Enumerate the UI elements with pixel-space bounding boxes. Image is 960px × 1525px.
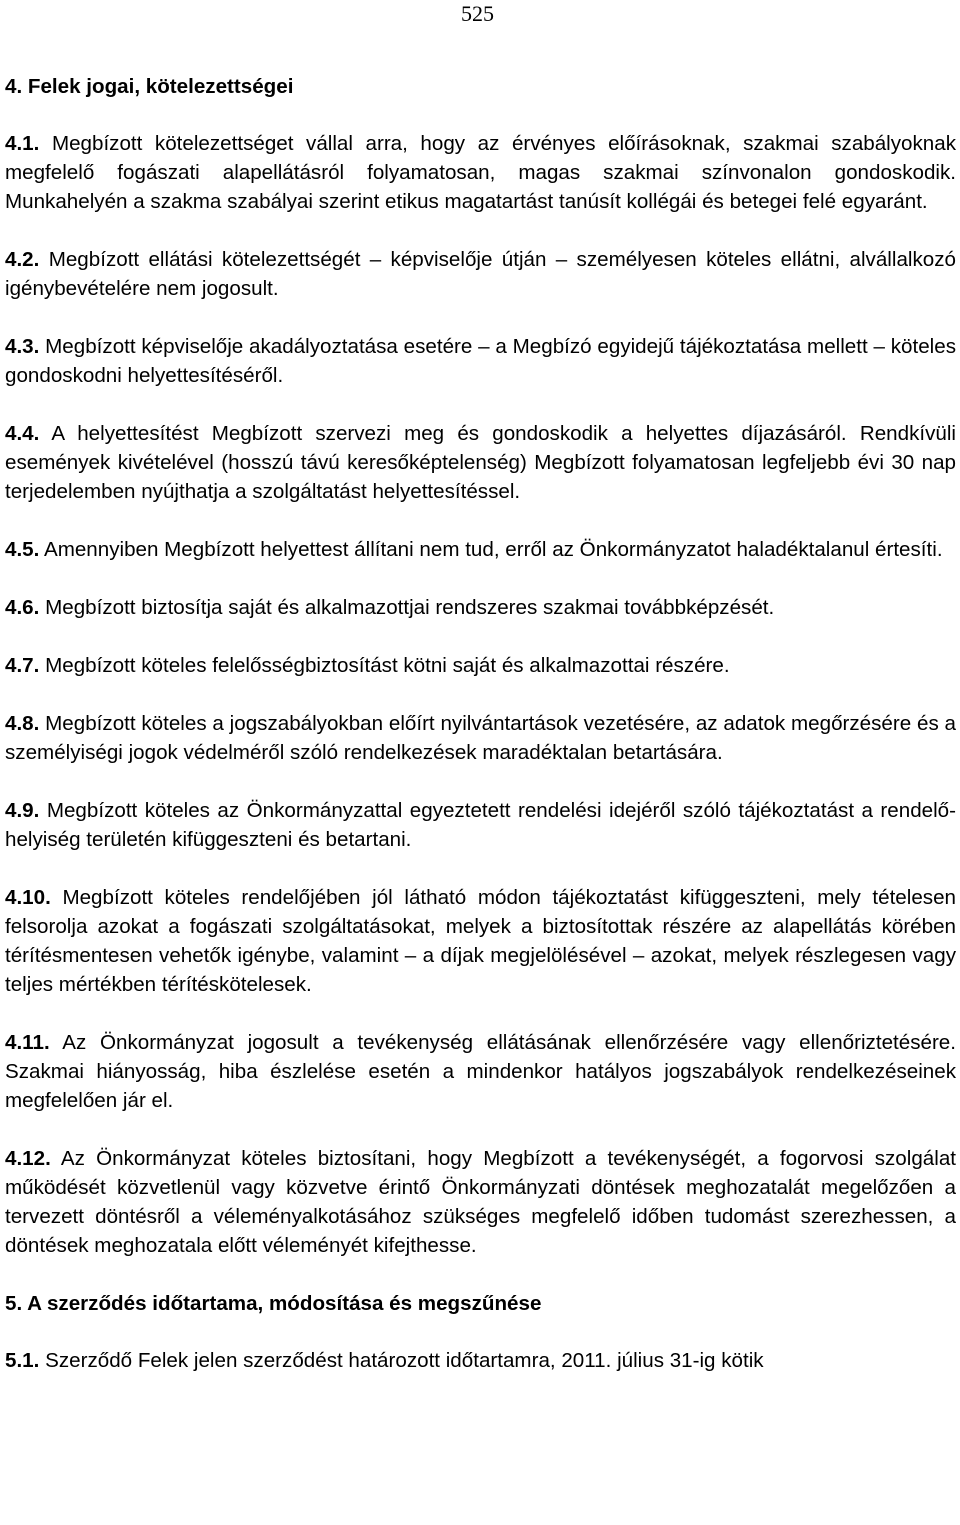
clause-number: 4.3.	[5, 335, 40, 358]
clause-text: Szerződő Felek jelen szerződést határozott időtartamra, 2011. július 31-ig kötik	[45, 1349, 764, 1372]
clause-text: Megbízott ellátási kötelezettségét – képviselője útján – személyesen köteles ellátni, alvállalkozó igénybevételére nem jogosult.	[5, 248, 956, 300]
clause-number: 4.9.	[5, 799, 40, 822]
clause-4-7	[5, 651, 956, 680]
clause-text: Megbízott kötelezettséget vállal arra, hogy az érvényes előírásoknak, szakmai szabályoknak megfelelő fogászati alapellátásról folyamatosan, magas szakmai színvonalon gondoskodik. Munkahelyén a szakma szabályai szerint etikus magatartást tanúsít kollégái és betegei felé egyaránt.	[5, 132, 957, 213]
clause-text: Az Önkormányzat köteles biztosítani, hogy Megbízott a tevékenységét, a fogorvosi szolgálat működését közvetlenül vagy közvetve érintő Önkormányzati döntések meghozatalát megelőzően a tervezett döntésről a véleményalkotásához szükséges megfelelő időben tudomást szerezhessen, a döntések meghozatala előtt véleményét kifejthesse.	[5, 1147, 956, 1257]
clause-text: Amennyiben Megbízott helyettest állítani nem tud, erről az Önkormányzatot haladéktalanul értesíti.	[43, 538, 943, 561]
clause-number: 4.10.	[5, 886, 51, 909]
clause-4-8	[5, 709, 956, 767]
clause-number: 4.12.	[5, 1147, 51, 1170]
clause-4-11	[5, 1028, 956, 1115]
clause-text: A helyettesítést Megbízott szervezi meg és gondoskodik a helyettes díjazásáról. Rendkívüli események kivételével (hosszú távú keresőképtelenség) Megbízott folyamatosan legfeljebb évi 30 nap terjedelemben nyújthatja a szolgáltatást helyettesítéssel.	[5, 422, 956, 503]
clause-4-12	[5, 1144, 956, 1260]
clause-5-1	[5, 1346, 956, 1375]
clause-number: 4.4.	[5, 422, 40, 445]
clause-4-6	[5, 593, 956, 622]
clause-number: 4.7.	[5, 654, 40, 677]
section-5-heading: 5. A szerződés időtartama, módosítása és megszűnése	[5, 1292, 542, 1315]
clause-number: 4.2.	[5, 248, 40, 271]
clause-text: Megbízott köteles rendelőjében jól látható módon tájékoztatást kifüggeszteni, mely tételesen felsorolja azokat a fogászati szolgáltatásokat, melyek a biztosítottak részére az alapellátás körében térítésmentesen vehetők igénybe, valamint – a díjak megjelölésével – azokat, melyek részlegesen vagy teljes mértékben térítéskötelesek.	[5, 886, 956, 996]
clause-number: 4.1.	[5, 132, 40, 155]
clause-4-10	[5, 883, 956, 999]
section-4-heading: 4. Felek jogai, kötelezettségei	[5, 75, 294, 98]
document-body	[5, 72, 956, 1404]
clause-text: Megbízott képviselője akadályoztatása esetére – a Megbízó egyidejű tájékoztatása mellett – köteles gondoskodni helyettesítéséről.	[5, 335, 956, 387]
clause-number: 4.8.	[5, 712, 40, 735]
page-number: 525	[461, 1, 494, 26]
clause-text: Megbízott köteles felelősségbiztosítást kötni saját és alkalmazottai részére.	[45, 654, 730, 677]
clause-4-1	[5, 129, 956, 216]
clause-4-2	[5, 245, 956, 303]
clause-text: Megbízott köteles az Önkormányzattal egyeztetett rendelési idejéről szóló tájékoztatást a rendelő-helyiség területén kifüggeszteni és betartani.	[5, 799, 956, 851]
clause-number: 5.1.	[5, 1349, 40, 1372]
clause-number: 4.5.	[5, 538, 40, 561]
clause-4-4	[5, 419, 956, 506]
clause-text: Az Önkormányzat jogosult a tevékenység ellátásának ellenőrzésére vagy ellenőriztetésére. Szakmai hiányosság, hiba észlelése esetén a mindenkor hatályos jogszabályok rendelkezéseinek megfelelően jár el.	[5, 1031, 956, 1112]
clause-number: 4.11.	[5, 1031, 50, 1054]
clause-4-5	[5, 535, 956, 564]
clause-number: 4.6.	[5, 596, 40, 619]
clause-4-3	[5, 332, 956, 390]
clause-text: Megbízott biztosítja saját és alkalmazottjai rendszeres szakmai továbbképzését.	[45, 596, 775, 619]
clause-4-9	[5, 796, 956, 854]
clause-text: Megbízott köteles a jogszabályokban előírt nyilvántartások vezetésére, az adatok megőrzésére és a személyiségi jogok védelméről szóló rendelkezések maradéktalan betartására.	[5, 712, 956, 764]
